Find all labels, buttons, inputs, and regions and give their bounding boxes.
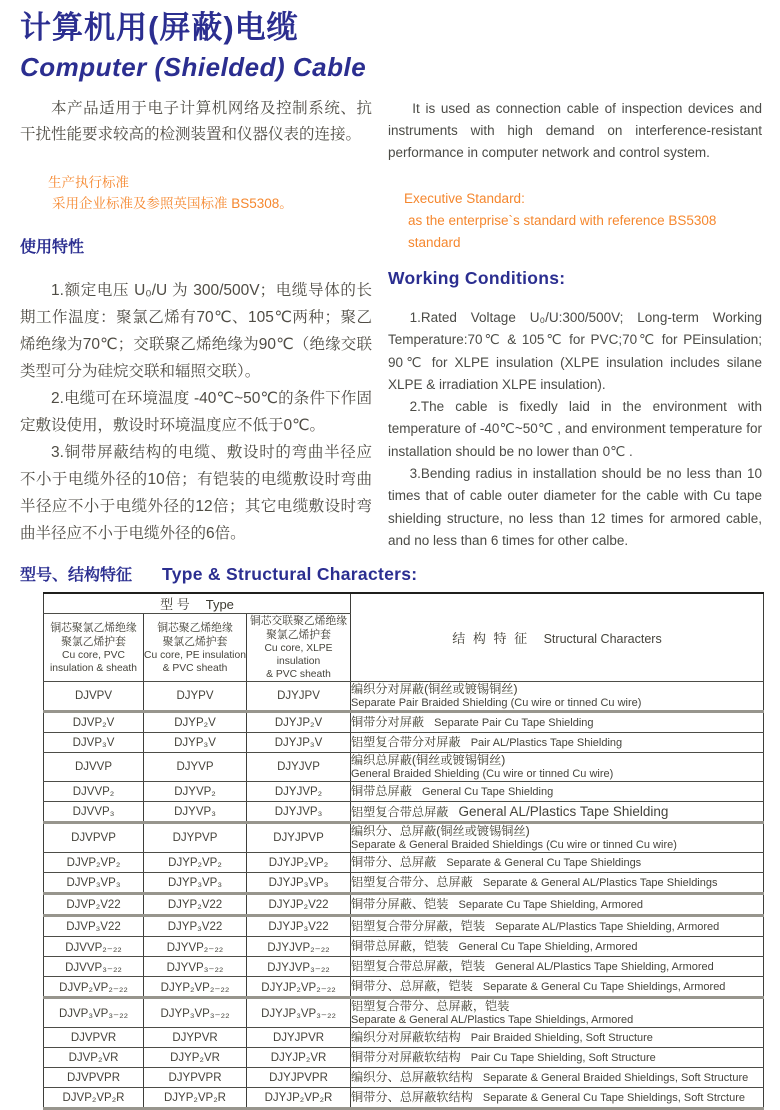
structural-character: 编织分对屏蔽(铜丝或镀锡铜丝) Separate Pair Braided Shielding (Cu wire or tinned Cu wire): [351, 682, 764, 712]
working-item-zh-1: 1.额定电压 U₀/U 为 300/500V；电缆导体的长期工作温度：聚氯乙烯有70℃、105℃两种；聚乙烯绝缘为70℃；交联聚乙烯绝缘为90℃（绝缘交联类型可分为硅烷交联和辐照交联）。: [20, 282, 372, 380]
structural-character: 铜带分、总屏蔽 Separate & General Cu Tape Shieldings: [351, 853, 764, 873]
type-code: DJYJP₃V22: [247, 916, 351, 937]
type-code: DJYJVP₂: [247, 782, 351, 802]
type-code: DJYPVP: [144, 823, 247, 853]
standard-label-zh: 生产执行标准: [48, 175, 129, 190]
intro-paragraph-zh: 本产品适用于电子计算机网络及控制系统、抗干扰性能要求较高的检测装置和仪器仪表的连接。: [20, 100, 372, 143]
english-column: [388, 96, 762, 552]
type-code: DJVPVR: [44, 1028, 144, 1048]
type-span-header-en: Type: [205, 597, 234, 613]
working-conditions-heading-en: Working Conditions:: [388, 268, 566, 288]
column-header-pvc: 铜芯聚氯乙烯绝缘 聚氯乙烯护套 Cu core, PVC insulation & sheath: [44, 614, 144, 682]
chinese-column: [20, 96, 388, 552]
type-code: DJYP₂VP₂R: [144, 1088, 247, 1109]
working-item-zh-2: 2.电缆可在环境温度 -40℃~50℃的条件下作固定敷设使用，敷设时环境温度应不低于0℃。: [20, 390, 372, 434]
table-row: [44, 712, 764, 733]
working-conditions-zh: [20, 277, 372, 547]
standard-text-zh: 采用企业标准及参照英国标准 BS5308。: [52, 196, 293, 211]
structural-character: 铝塑复合带分、总屏蔽，铠装 Separate & General AL/Plastics Tape Shieldings, Armored: [351, 998, 764, 1028]
structural-character: 编织分、总屏蔽(铜丝或镀锡铜丝) Separate & General Braided Shieldings (Cu wire or tinned Cu wire): [351, 823, 764, 853]
type-table: [43, 592, 764, 1110]
type-code: DJYJVP₃₋₂₂: [247, 957, 351, 977]
type-code: DJVVP₂: [44, 782, 144, 802]
structural-character: 铜带总屏蔽，铠装 General Cu Tape Shielding, Armored: [351, 937, 764, 957]
type-code: DJYJP₃VP₃₋₂₂: [247, 998, 351, 1028]
type-section-heading-zh: 型号、结构特征: [20, 567, 133, 585]
type-span-header-zh: 型 号: [160, 597, 190, 613]
type-code: DJYJP₂V22: [247, 894, 351, 916]
type-code: DJYVP: [144, 753, 247, 782]
table-row: [44, 894, 764, 916]
type-code: DJYP₂VR: [144, 1048, 247, 1068]
table-row: [44, 957, 764, 977]
table-row: [44, 1088, 764, 1109]
type-code: DJVVP₃₋₂₂: [44, 957, 144, 977]
table-row: [44, 1048, 764, 1068]
table-row: [44, 873, 764, 894]
type-code: DJVPVPR: [44, 1068, 144, 1088]
column-header-pe: 铜芯聚乙烯绝缘 聚氯乙烯护套 Cu core, PE insulation & PVC sheath: [144, 614, 247, 682]
table-row: [44, 782, 764, 802]
type-code: DJYJPV: [247, 682, 351, 712]
table-row: [44, 753, 764, 782]
table-row: [44, 1028, 764, 1048]
type-code: DJVP₂V: [44, 712, 144, 733]
type-code: DJVP₃VP₃: [44, 873, 144, 894]
working-conditions-en: [388, 307, 762, 552]
type-code: DJYJPVPR: [247, 1068, 351, 1088]
table-row: [44, 916, 764, 937]
column-header-xlpe: 铜芯交联聚乙烯绝缘 聚氯乙烯护套 Cu core, XLPE insulation & PVC sheath: [247, 614, 351, 682]
type-code: DJYP₂VP₂₋₂₂: [144, 977, 247, 998]
page-title-en: Computer (Shielded) Cable: [20, 52, 367, 82]
table-row: [44, 733, 764, 753]
type-code: DJYJP₃VP₃: [247, 873, 351, 894]
type-span-header: [44, 593, 351, 614]
type-code: DJYP₂V22: [144, 894, 247, 916]
table-row: [44, 998, 764, 1028]
type-code: DJYPV: [144, 682, 247, 712]
type-section-heading-en: Type & Structural Characters:: [162, 564, 418, 585]
type-code: DJYP₃VP₃₋₂₂: [144, 998, 247, 1028]
table-row: [44, 853, 764, 873]
type-code: DJVVP₂₋₂₂: [44, 937, 144, 957]
structural-character: 铜带总屏蔽 General Cu Tape Shielding: [351, 782, 764, 802]
type-code: DJYP₃VP₃: [144, 873, 247, 894]
structural-character: 铝塑复合带总屏蔽 General AL/Plastics Tape Shielding: [351, 802, 764, 823]
type-code: DJVVP₃: [44, 802, 144, 823]
structural-characters-header-en: Structural Characters: [543, 631, 662, 646]
structural-character: 铜带分对屏蔽 Separate Pair Cu Tape Shielding: [351, 712, 764, 733]
type-code: DJYJP₂VP₂: [247, 853, 351, 873]
structural-character: 铜带分、总屏蔽，铠装 Separate & General Cu Tape Shieldings, Armored: [351, 977, 764, 998]
type-code: DJVP₂VP₂R: [44, 1088, 144, 1109]
structural-characters-header-zh: 结 构 特 征: [452, 630, 530, 646]
type-code: DJYPVPR: [144, 1068, 247, 1088]
type-code: DJYP₃V22: [144, 916, 247, 937]
table-row: [44, 802, 764, 823]
type-code: DJYJP₂V: [247, 712, 351, 733]
table-row: [44, 937, 764, 957]
type-code: DJYP₂VP₂: [144, 853, 247, 873]
working-item-en-2: 2.The cable is fixedly laid in the environment with temperature of -40℃~50℃ , and environment temperature for installation should be no lower than 0℃ .: [388, 399, 762, 459]
type-section-heading: [20, 562, 762, 585]
intro-paragraph-en: It is used as connection cable of inspection devices and instruments with high demand on interference-resistant performance in computer network and control system.: [388, 101, 762, 160]
type-code: DJVPVP: [44, 823, 144, 853]
structural-character: 铝塑复合带总屏蔽，铠装 General AL/Plastics Tape Shielding, Armored: [351, 957, 764, 977]
type-code: DJYJP₂VP₂₋₂₂: [247, 977, 351, 998]
type-code: DJYJP₂VR: [247, 1048, 351, 1068]
type-code: DJYJPVP: [247, 823, 351, 853]
executive-standard-en: [404, 188, 762, 254]
type-code: DJYJP₂VP₂R: [247, 1088, 351, 1109]
table-row: [44, 1068, 764, 1088]
type-code: DJYP₃V: [144, 733, 247, 753]
type-code: DJVP₃V22: [44, 916, 144, 937]
type-code: DJYVP₃₋₂₂: [144, 957, 247, 977]
standard-label-en: Executive Standard:: [404, 191, 525, 206]
structural-character: 铜带分、总屏蔽软结构 Separate & General Cu Tape Shieldings, Soft Strcture: [351, 1088, 764, 1109]
table-row: [44, 682, 764, 712]
structural-character: 铝塑复合带分对屏蔽 Pair AL/Plastics Tape Shielding: [351, 733, 764, 753]
type-code: DJYJPVR: [247, 1028, 351, 1048]
type-code: DJYPVR: [144, 1028, 247, 1048]
working-item-zh-3: 3.铜带屏蔽结构的电缆、敷设时的弯曲半径应不小于电缆外径的10倍；有铠装的电缆敷设时弯曲半径应不小于电缆外径的12倍；其它电缆敷设时弯曲半径应不小于电缆外径的6倍。: [20, 444, 372, 542]
type-code: DJVVP: [44, 753, 144, 782]
structural-character: 铜带分对屏蔽软结构 Pair Cu Tape Shielding, Soft Structure: [351, 1048, 764, 1068]
type-code: DJVPV: [44, 682, 144, 712]
executive-standard-zh: [48, 172, 372, 214]
type-code: DJYJP₃V: [247, 733, 351, 753]
type-code: DJYVP₂: [144, 782, 247, 802]
type-code: DJYVP₂₋₂₂: [144, 937, 247, 957]
structural-character: 铝塑复合带分屏蔽，铠装 Separate AL/Plastics Tape Shielding, Armored: [351, 916, 764, 937]
two-column-body: [20, 96, 762, 552]
structural-character: 编织分对屏蔽软结构 Pair Braided Shielding, Soft Structure: [351, 1028, 764, 1048]
type-code: DJYP₂V: [144, 712, 247, 733]
standard-text-en: as the enterprise`s standard with reference BS5308 standard: [408, 213, 717, 250]
usage-heading-zh: 使用特性: [20, 239, 85, 256]
type-code: DJVP₂VR: [44, 1048, 144, 1068]
table-row: [44, 977, 764, 998]
working-item-en-1: 1.Rated Voltage U₀/U:300/500V; Long-term Working Temperature:70℃ & 105℃ for PVC;70℃ for PEinsulation; 90℃ for XLPE insulation (XLPE insulation includes silane XLPE & irradiation XLPE insulation).: [388, 310, 762, 392]
type-code: DJYJVP₂₋₂₂: [247, 937, 351, 957]
type-code: DJVP₂VP₂: [44, 853, 144, 873]
page-title-zh: 计算机用(屏蔽)电缆: [20, 10, 299, 45]
type-code: DJVP₃V: [44, 733, 144, 753]
table-span-header-row: [44, 593, 764, 614]
type-code: DJVP₃VP₃₋₂₂: [44, 998, 144, 1028]
type-code: DJYJVP₃: [247, 802, 351, 823]
type-code: DJYVP₃: [144, 802, 247, 823]
table-row: [44, 823, 764, 853]
structural-character: 编织分、总屏蔽软结构 Separate & General Braided Shieldings, Soft Structure: [351, 1068, 764, 1088]
structural-characters-header: [351, 593, 764, 682]
structural-character: 铝塑复合带分、总屏蔽 Separate & General AL/Plastics Tape Shieldings: [351, 873, 764, 894]
structural-character: 编织总屏蔽(铜丝或镀锡铜丝) General Braided Shielding (Cu wire or tinned Cu wire): [351, 753, 764, 782]
type-code: DJVP₂VP₂₋₂₂: [44, 977, 144, 998]
type-table-body: [44, 682, 764, 1109]
structural-character: 铜带分屏蔽、铠装 Separate Cu Tape Shielding, Armored: [351, 894, 764, 916]
type-code: DJYJVP: [247, 753, 351, 782]
type-code: DJVP₂V22: [44, 894, 144, 916]
working-item-en-3: 3.Bending radius in installation should be no less than 10 times that of cable outer diameter for the cable with Cu tape shielding structure, no less than 12 times for armored cable, and no less than 6 times for other calbe.: [388, 466, 762, 548]
